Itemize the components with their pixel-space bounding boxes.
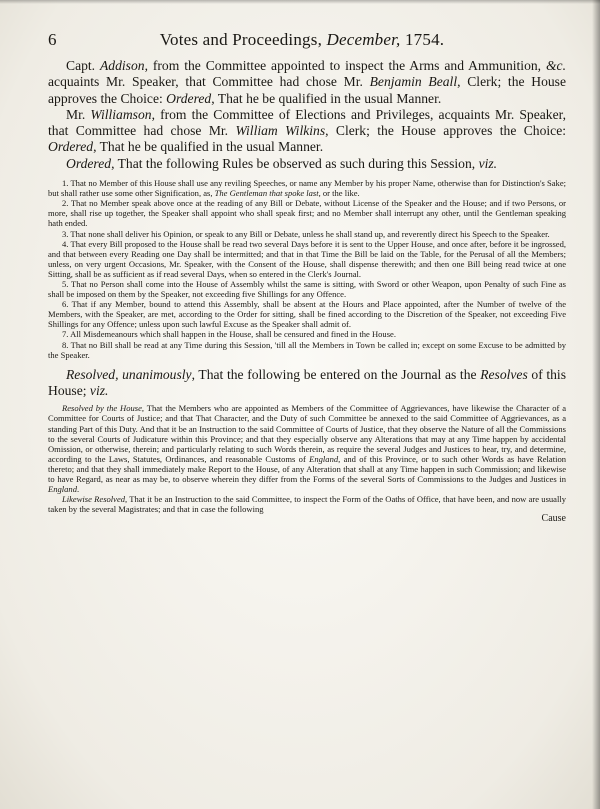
- running-title-prefix: Votes and Proceedings,: [159, 30, 323, 49]
- paragraph-addison: Capt. Addison, from the Committee appointed to inspect the Arms and Ammunition, &c. acquaints Mr. Speaker, that Committee had chose Mr. Benjamin Beall, Clerk; the House approves the Choice: Ordered, That he be qualified in the usual Manner.: [48, 58, 566, 106]
- rule-2: 2. That no Member speak above once at the reading of any Bill or Debate, without License of the Speaker and the House; and if two Persons, or more, shall rise up together, the Speaker shall appoint who shall speak first; and no Member shall interrupt any other, until the Gentleman speaking hath ended.: [48, 198, 566, 229]
- rule-5: 5. That no Person shall come into the House of Assembly whilst the same is sitting, with Sword or other Weapon, upon Penalty of such Fine as shall be imposed on them by the Speaker, not exceeding five Shillings for any Offence.: [48, 279, 566, 300]
- rules-list: [48, 178, 566, 360]
- resolves-list: [48, 403, 566, 524]
- running-title: [78, 30, 566, 50]
- rule-1: 1. That no Member of this House shall use any reviling Speeches, or name any Member by his proper Name, otherwise than for Distinction's Sake; but shall rather use some other Signification, as, The Gentleman that spoke last, or the like.: [48, 178, 566, 199]
- rule-8: 8. That no Bill shall be read at any Time during this Session, 'till all the Members in Town be called in; except on some Excuse to be admitted by the Speaker.: [48, 339, 566, 360]
- paragraph-rules-intro: Ordered, That the following Rules be observed as such during this Session, viz.: [66, 155, 498, 171]
- resolve-courts-of-justice: Resolved by the House, That the Members who are appointed as Members of the Committee of Aggrievances, have likewise the Character of a Committee for Courts of Justice; and that That Character, and the Duty of such Committee be annexed to the said Committee of Aggrievances, as a standing Part of this Duty. And that it be an Instruction to the said Committee of Courts of Justice, that they observe the Nature of all the Commissions to the several Courts of Judicature within this Province; and that they especially observe any Alterations that may at any Time happen by accidental Omission, or otherwise, therein; and particularly relating to such Words therein, as require the several Judges and Justices to hear, try, and determine, according to the Laws, Statutes, Ordinances, and reasonable Customs of England, and of this Province, or to such other Words as have Relation thereto; and that they shall immediately make Report to the House, of any Alteration that shall at any Time happen in such Commission; and likewise to have Regard, as near as may be, to observe wherein they differ from the Forms of the several Sorts of Commissions to the Judges and Justices in England.: [48, 403, 566, 495]
- scan-edge-right: [592, 0, 600, 809]
- rule-3: 3. That none shall deliver his Opinion, or speak to any Bill or Debate, unless he shall stand up, and reverently direct his Speech to the Speaker.: [62, 228, 550, 239]
- rule-4: 4. That every Bill proposed to the House shall be read two several Days before it is sent to the Upper House, and once after, before it be ingrossed, and that between every Reading one Day shall be intermitted; and that in that Time the Bill be laid on the Table, for the Perusal of all the Members; unless, on very urgent Occasions, Mr. Speaker, with the Consent of the House, shall dispense therewith; and then one Bill being read twice at one Sitting, shall be as sufficient as if read several Days, when so entered in the Clerk's Journal.: [48, 238, 566, 279]
- catchword: Cause: [541, 513, 566, 525]
- running-title-year: 1754.: [404, 30, 445, 49]
- resolve-oaths-of-office: Likewise Resolved, That it be an Instruction to the said Committee, to inspect the Form of the Oaths of Office, that have been, and now are usually taken by the several Magistrates; and that in case the following: [48, 494, 566, 515]
- scan-edge-top: [0, 0, 600, 4]
- rule-7: 7. All Misdemeanours which shall happen in the House, shall be censured and fined in the House.: [62, 329, 396, 340]
- paragraph-resolved-unanimously: Resolved, unanimously, That the following be entered on the Journal as the Resolves of this House; viz.: [48, 366, 567, 399]
- running-title-month: December,: [326, 30, 401, 49]
- paragraph-williamson: Mr. Williamson, from the Committee of Elections and Privileges, acquaints Mr. Speaker, that Committee had chose Mr. William Wilkins, Clerk; the House approves the Choice: Ordered, That he be qualified in the usual Manner.: [48, 106, 566, 155]
- page-number: 6: [48, 30, 57, 49]
- rule-6: 6. That if any Member, bound to attend this Assembly, shall be absent at the Hours and Place appointed, after the Number of twelve of the Members, with the Speaker, are met, according to the Order for sitting, shall be fined according to the Discretion of the Speaker, not exceeding Five Shillings for any Offence; unless upon such lawful Excuse as the Speaker shall admit of.: [48, 299, 566, 330]
- page-header: [48, 30, 566, 50]
